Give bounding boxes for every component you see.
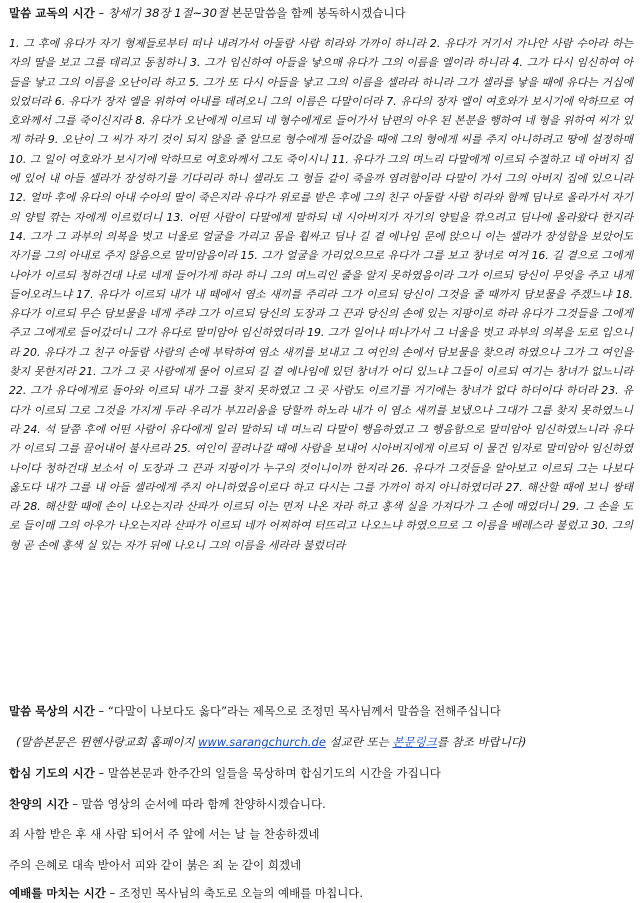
reference-note xyxy=(16,734,526,751)
reading-header xyxy=(9,5,406,22)
meditation-label: 말씀 묵상의 시간 xyxy=(9,704,95,718)
praise-label: 찬양의 시간 xyxy=(9,797,69,811)
scripture-passage: 1. 그 후에 유다가 자기 형제들로부터 떠나 내려가서 아둘람 사람 히라와 가까이 하니라 2. 유다가 거기서 가나안 사람 수아라 하는 자의 딸을 보고 그를 데리고 동침하니 3. 그가 임신하여 아들을 낳으매 유다가 그의 이름을 엘이라 하니라 4. 그가 다시 임신하여 아들을 낳고 그의 이름을 오난이라 하고 5. 그가 또 다시 아들을 낳고 그의 이름을 셀라라 하니라 그가 셀라를 낳을 때에 유다는 거십에 있었더라 6. 유다가 장자 엘을 위하여 아내를 데려오니 그의 이름은 다말이더라 7. 유다의 장자 엘이 여호와가 보시기에 악하므로 여호와께서 그를 죽이신지라 8. 유다가 오난에게 이르되 네 형수에게로 들어가서 남편의 아우 된 본분을 행하여 네 형을 위하여 씨가 있게 하라 9. 오난이 그 씨가 자기 것이 되지 않을 줄 알므로 형수에게 들어갔을 때에 그의 형에게 씨를 주지 아니하려고 땅에 설정하매 10. 그 일이 여호와가 보시기에 악하므로 여호와께서 그도 죽이시니 11. 유다가 그의 며느리 다말에게 이르되 수절하고 네 아버지 집에 있어 내 아들 셀라가 장성하기를 기다리라 하니 셀라도 그 형들 같이 죽을까 염려함이라 다말이 가서 그의 아버지 집에 있으니라 12. 얼마 후에 유다의 아내 수아의 딸이 죽은지라 유다가 위로를 받은 후에 그의 친구 아둘람 사람 히라와 함께 딤나로 올라가서 자기의 양털 깎는 자에게 이르렀더니 13. 어떤 사람이 다말에게 말하되 네 시아버지가 자기의 양털을 깎으려고 딤나에 올라왔다 한지라 14. 그가 그 과부의 의복을 벗고 너울로 얼굴을 가리고 몸을 휩싸고 딤나 길 곁 에나임 문에 앉으니 이는 셀라가 장성함을 보았어도 자기를 그의 아내로 주지 않음으로 말미암음이라 15. 그가 얼굴을 가리었으므로 유다가 그를 보고 창녀로 여겨 16. 길 곁으로 그에게 나아가 이르되 청하건대 나로 네게 들어가게 하라 하니 그의 며느리인 줄을 알지 못하였음이라 그가 이르되 당신이 무엇을 주고 내게 들어오려느냐 17. 유다가 이르되 내가 내 떼에서 염소 새끼를 주리라 그가 이르되 당신이 그것을 줄 때까지 담보물을 주겠느냐 18. 유다가 이르되 무슨 담보물을 네게 주랴 그가 이르되 당신의 도장과 그 끈과 당신의 손에 있는 지팡이로 하라 유다가 그것들을 그에게 주고 그에게로 들어갔더니 그가 유다로 말미암아 임신하였더라 19. 그가 일어나 떠나가서 그 너울을 벗고 과부의 의복을 도로 입으니라 20. 유다가 그 친구 아둘람 사람의 손에 부탁하여 염소 새끼를 보내고 그 여인의 손에서 담보물을 찾으려 하였으나 그가 그 여인을 찾지 못한지라 21. 그가 그 곳 사람에게 물어 이르되 길 곁 에나임에 있던 창녀가 어디 있느냐 그들이 이르되 여기는 창녀가 없느니라 22. 그가 유다에게로 돌아와 이르되 내가 그를 찾지 못하였고 그 곳 사람도 이르기를 거기에는 창녀가 없다 하더이다 하더라 23. 유다가 이르되 그로 그것을 가지게 두라 우리가 부끄러움을 당할까 하노라 내가 이 염소 새끼를 보냈으나 그대가 그를 찾지 못하였느니라 24. 석 달쯤 후에 어떤 사람이 유다에게 일러 말하되 네 며느리 다말이 행음하였고 그 행음함으로 말미암아 임신하였느니라 유다가 이르되 그를 끌어내어 불사르라 25. 여인이 끌려나갈 때에 사람을 보내어 시아버지에게 이르되 이 물건 임자로 말미암아 임신하였나이다 청하건대 보소서 이 도장과 그 끈과 지팡이가 누구의 것이니이까 한지라 26. 유다가 그것들을 알아보고 이르되 그는 나보다 옳도다 내가 그를 내 아들 셀라에게 주지 아니하였음이로다 하고 다시는 그를 가까이 하지 아니하였더라 27. 해산할 때에 보니 쌍태라 28. 해산할 때에 손이 나오는지라 산파가 이르되 이는 먼저 나온 자라 하고 홍색 실을 가져다가 그 손에 매었더니 29. 그 손을 도로 들이매 그의 아우가 나오는지라 산파가 이르되 네가 어찌하여 터뜨리고 나오느냐 하였으므로 그 이름을 베레스라 불렀고 30. 그의 형 곧 손에 홍색 실 있는 자가 뒤에 나오니 그의 이름을 세라라 불렀더라 xyxy=(9,37,633,552)
prayer-text: – 말씀본문과 한주간의 일들을 묵상하며 합심기도의 시간을 가집니다 xyxy=(94,766,441,780)
meditation-text: “다말이 나보다도 옳다”라는 제목으로 조정민 목사님께서 말씀을 전해주십니다 xyxy=(107,704,501,718)
closing-line xyxy=(9,885,363,902)
meditation-line xyxy=(9,703,501,720)
reading-reference: 창세기 38장 1절~30절 xyxy=(107,6,229,20)
meditation-dash: – xyxy=(94,704,108,718)
lyric-line-2: 주의 은혜로 대속 받아서 피와 같이 붉은 죄 눈 같이 희겠네 xyxy=(9,858,302,872)
praise-text: – 말씀 영상의 순서에 따라 함께 찬양하시겠습니다. xyxy=(68,797,326,811)
lyric-line-1: 죄 사함 받은 후 새 사람 되어서 주 앞에 서는 날 늘 찬송하겠네 xyxy=(9,827,320,841)
reading-dash: – xyxy=(94,6,108,20)
closing-text: 조정민 목사님의 축도로 오늘의 예배를 마칩니다. xyxy=(118,886,364,900)
reading-instruction: 본문말씀을 함께 봉독하시겠습니다 xyxy=(228,6,406,20)
reading-label: 말씀 교독의 시간 xyxy=(9,6,95,20)
passage-link[interactable]: 본문링크 xyxy=(392,735,437,749)
note-prefix: (말씀본문은 뮌헨사랑교회 홈페이지 xyxy=(16,735,199,749)
prayer-label: 합심 기도의 시간 xyxy=(9,766,95,780)
prayer-line xyxy=(9,765,441,782)
note-middle: 설교란 또는 xyxy=(325,735,393,749)
note-suffix: 를 참조 바랍니다) xyxy=(436,735,527,749)
website-link[interactable]: www.sarangchurch.de xyxy=(198,735,326,749)
closing-dash: – xyxy=(105,886,119,900)
closing-label: 예배를 마치는 시간 xyxy=(9,886,106,900)
praise-line xyxy=(9,796,326,813)
